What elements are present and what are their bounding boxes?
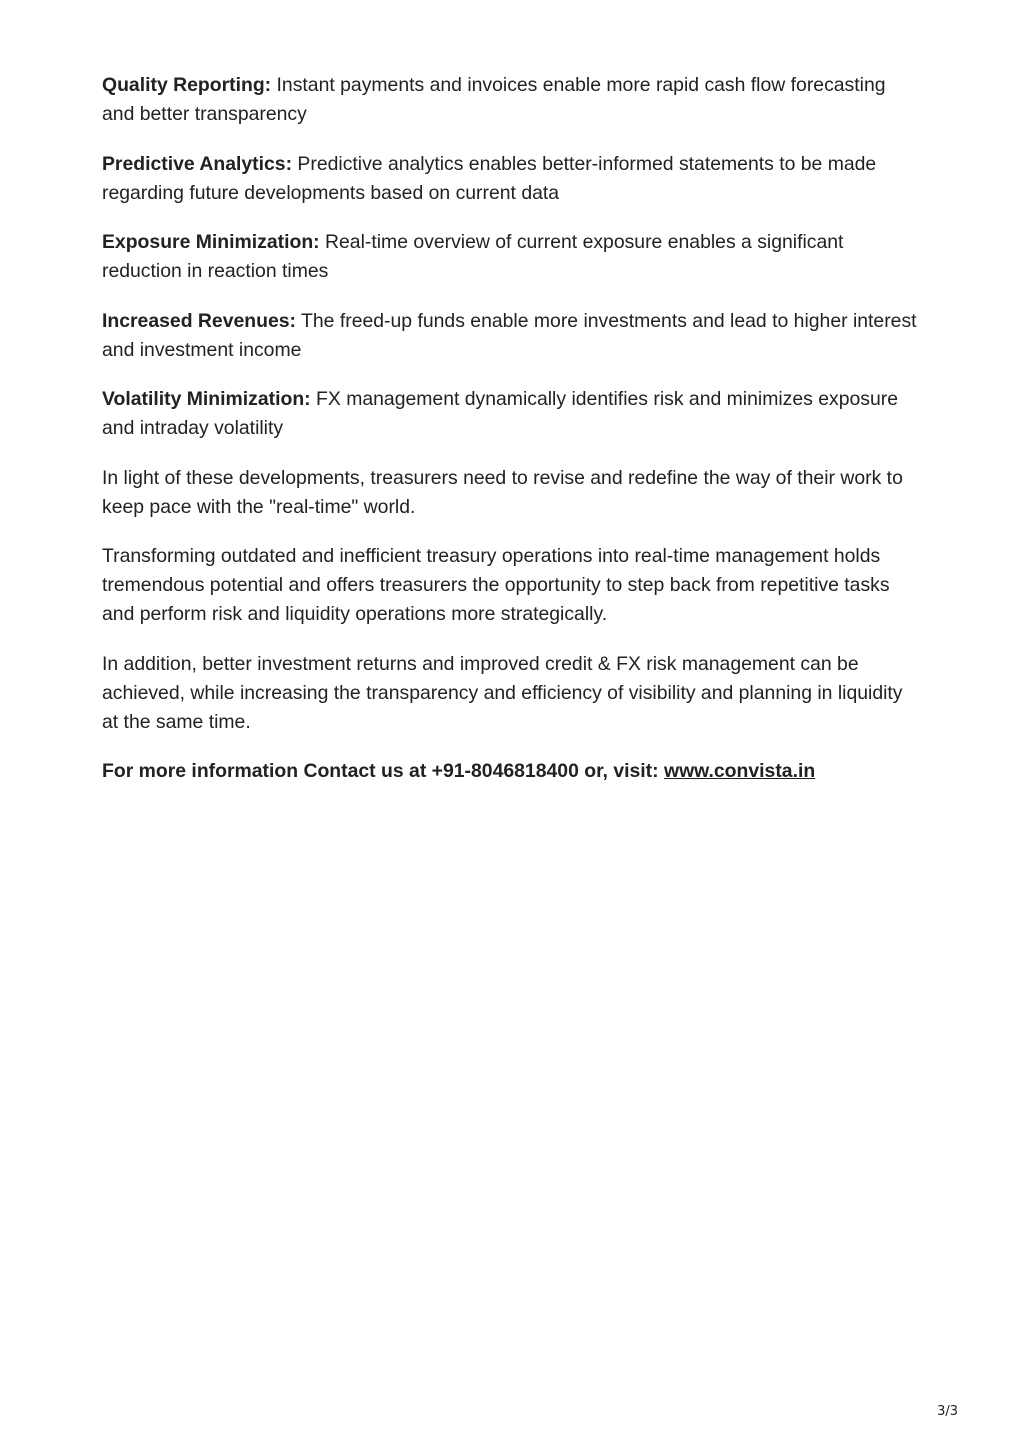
benefit-term: Volatility Minimization: [102, 388, 311, 410]
page-number: 3/3 [937, 1404, 958, 1419]
benefit-term: Quality Reporting: [102, 74, 272, 96]
contact-line [102, 757, 917, 786]
benefit-term: Predictive Analytics: [102, 152, 293, 175]
benefit-volatility-minimization [102, 385, 917, 443]
body-paragraph: In light of these developments, treasurers need to revise and redefine the way of their work to keep pace with the "real-time" world. [102, 466, 903, 518]
benefit-predictive-analytics [102, 150, 917, 208]
benefit-term: Exposure Minimization: [102, 231, 320, 253]
document-body [102, 71, 917, 807]
benefit-text: Predictive analytics enables better-informed statements to be made regarding future developments based on current data [102, 152, 877, 204]
benefit-text: Instant payments and invoices enable more rapid cash flow forecasting and better transparency [102, 74, 886, 125]
body-paragraph: In addition, better investment returns and improved credit & FX risk management can be achieved, while increasing the transparency and efficiency of visibility and planning in liquidity at the same time. [102, 652, 903, 733]
benefit-increased-revenues [102, 307, 917, 365]
benefit-text: FX management dynamically identifies risk and minimizes exposure and intraday volatility [102, 388, 898, 439]
benefit-exposure-minimization [102, 228, 917, 286]
benefit-text: The freed-up funds enable more investments and lead to higher interest and investment income [102, 309, 917, 361]
website-link[interactable]: www.convista.in [663, 760, 816, 782]
benefit-text: Real-time overview of current exposure enables a significant reduction in reaction times [102, 231, 844, 282]
benefit-term: Increased Revenues: [102, 309, 297, 332]
benefit-quality-reporting [102, 71, 917, 129]
body-paragraph: Transforming outdated and inefficient treasury operations into real-time management holds tremendous potential and offers treasurers the opportunity to step back from repetitive tasks and perform risk and liquidity operations more strategically. [102, 545, 890, 625]
contact-text: For more information Contact us at +91-8046818400 or, visit: [102, 760, 664, 782]
